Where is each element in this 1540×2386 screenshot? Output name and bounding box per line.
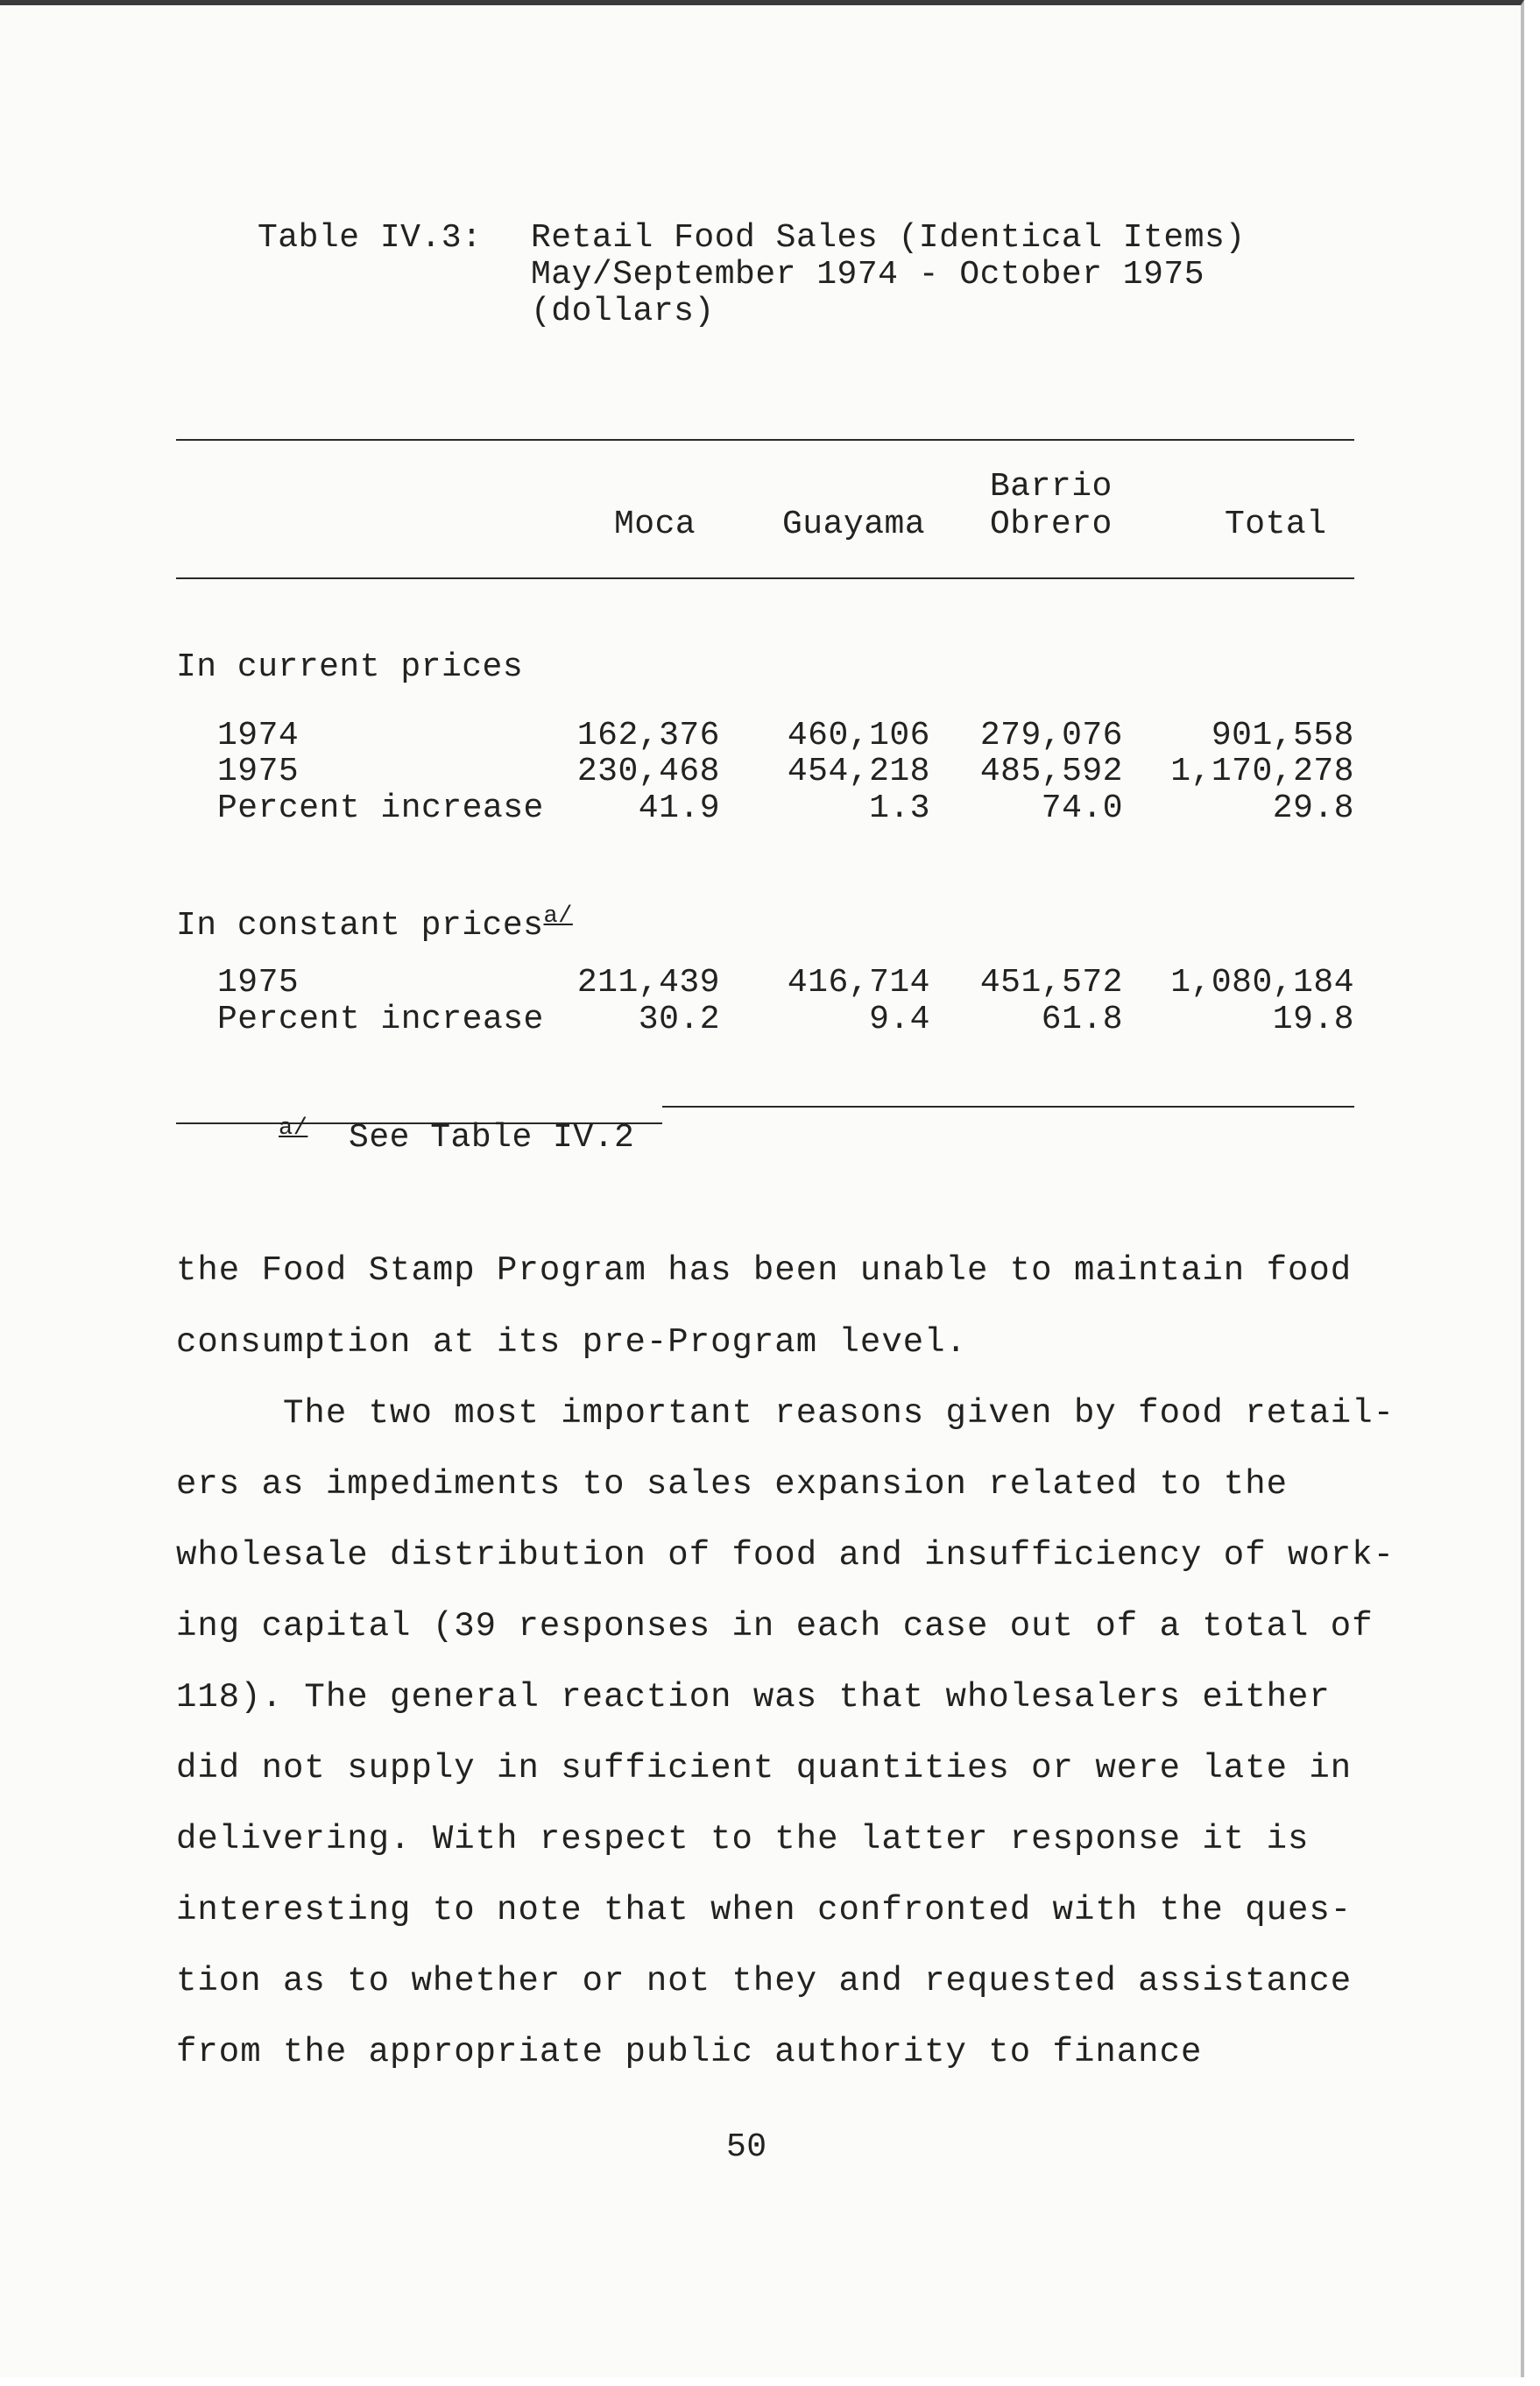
- footnote-reference: a/: [543, 903, 573, 930]
- body-line: wholesale distribution of food and insufficiency of work-: [176, 1536, 1395, 1575]
- row-label: 1974: [217, 717, 300, 754]
- cell-guayama: 1.3: [869, 789, 930, 827]
- body-line: interesting to note that when confronted with the ques-: [176, 1891, 1353, 1929]
- cell-barrio: 74.0: [1041, 789, 1123, 827]
- body-line: The two most important reasons given by food retail-: [176, 1394, 1395, 1433]
- cell-guayama: 416,714: [787, 964, 930, 1002]
- table-title-line-1: Retail Food Sales (Identical Items): [531, 219, 1246, 257]
- row-label: Percent increase: [217, 789, 544, 827]
- body-line: ers as impediments to sales expansion related to the: [176, 1465, 1288, 1504]
- cell-total: 29.8: [1272, 789, 1354, 827]
- cell-barrio: 451,572: [979, 964, 1123, 1002]
- footnote-text: See Table IV.2: [349, 1119, 635, 1157]
- body-line: 118). The general reaction was that wholesalers either: [176, 1678, 1331, 1717]
- cell-moca: 211,439: [576, 964, 720, 1002]
- row-label: 1975: [217, 964, 300, 1002]
- cell-total: 19.8: [1272, 1001, 1354, 1038]
- body-line: tion as to whether or not they and requested assistance: [176, 1962, 1353, 2000]
- cell-guayama: 460,106: [787, 717, 930, 754]
- footnote-mark: a/: [279, 1115, 308, 1142]
- cell-moca: 230,468: [576, 753, 720, 790]
- cell-guayama: 454,218: [787, 753, 930, 790]
- row-label: 1975: [217, 753, 300, 790]
- cell-moca: 30.2: [638, 1001, 720, 1038]
- body-line: the Food Stamp Program has been unable to maintain food: [176, 1251, 1353, 1290]
- cell-barrio: 485,592: [979, 753, 1123, 790]
- table-header-rule: [176, 577, 1354, 579]
- cell-barrio: 279,076: [979, 717, 1123, 754]
- table-top-rule: [176, 439, 1354, 441]
- header-guayama: Guayama: [782, 506, 926, 543]
- cell-barrio: 61.8: [1041, 1001, 1123, 1038]
- header-moca: Moca: [614, 506, 696, 543]
- table-bottom-rule: [662, 1106, 1354, 1108]
- footnote: [279, 1109, 634, 1158]
- cell-total: 901,558: [1211, 717, 1354, 754]
- body-line: delivering. With respect to the latter response it is: [176, 1820, 1310, 1859]
- section-label-text: In constant prices: [176, 907, 544, 945]
- page-number: 50: [726, 2128, 767, 2166]
- cell-total: 1,080,184: [1170, 964, 1354, 1002]
- cell-total: 1,170,278: [1170, 753, 1354, 790]
- cell-guayama: 9.4: [869, 1001, 930, 1038]
- table-title-line-3: (dollars): [531, 293, 715, 330]
- body-line: ing capital (39 responses in each case out of a total of: [176, 1607, 1374, 1646]
- section-label-constant-prices: [176, 897, 573, 945]
- table-title-line-2: May/September 1974 - October 1975: [531, 256, 1205, 294]
- table-label: Table IV.3:: [258, 219, 483, 257]
- cell-moca: 41.9: [638, 789, 720, 827]
- cell-moca: 162,376: [576, 717, 720, 754]
- body-line: did not supply in sufficient quantities or were late in: [176, 1749, 1353, 1788]
- body-line: from the appropriate public authority to finance: [176, 2033, 1203, 2071]
- section-label-current-prices: In current prices: [176, 648, 524, 686]
- header-barrio-line-1: Barrio: [990, 468, 1113, 506]
- header-barrio-line-2: Obrero: [990, 506, 1113, 543]
- header-total: Total: [1225, 506, 1327, 543]
- body-line: consumption at its pre-Program level.: [176, 1323, 967, 1362]
- row-label: Percent increase: [217, 1001, 544, 1038]
